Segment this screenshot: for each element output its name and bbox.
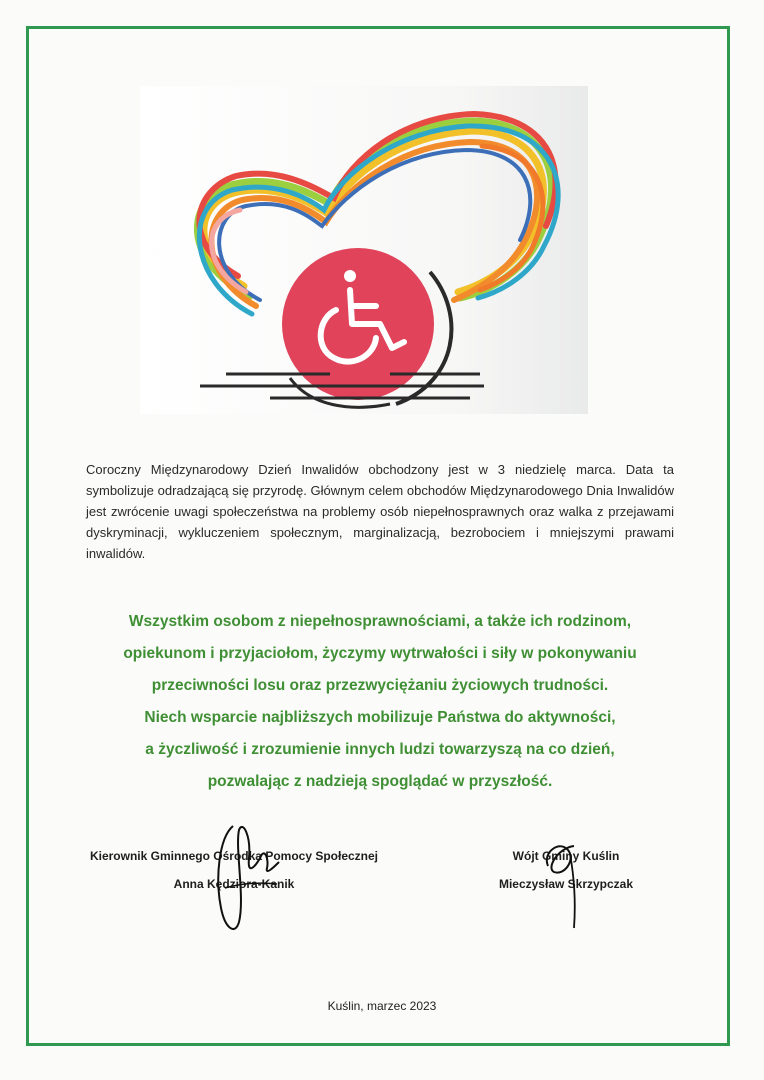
intro-paragraph: Coroczny Międzynarodowy Dzień Inwalidów obchodzony jest w 3 niedzielę marca. Data ta symbolizuje odradzającą się przyrodę. Głównym celem obchodów Międzynarodowego Dnia Inwalidów jest zwrócenie uwagi społeczeństwa na problemy osób niepełnosprawnych oraz walka z przejawami dyskryminacji, wykluczeniem społecznym, marginalizacją, bezrobociem i mniejszymi prawami inwalidów.: [86, 462, 674, 561]
wishes-line: przeciwności losu oraz przezwyciężaniu życiowych trudności.: [151, 677, 609, 694]
signature-name-right: Mieczysław Skrzypczak: [498, 877, 634, 891]
wishes-line: Wszystkim osobom z niepełnosprawnościami, a także ich rodzinom,: [128, 613, 632, 630]
heart-wheelchair-illustration: [140, 86, 588, 414]
wishes-line: Niech wsparcie najbliższych mobilizuje Państwa do aktywności,: [144, 709, 616, 726]
signature-role-left: Kierownik Gminnego Ośrodka Pomocy Społecznej: [89, 849, 379, 863]
handwritten-signature-right-icon: [534, 836, 594, 932]
handwritten-signature-left-icon: [205, 818, 285, 940]
signature-name-left: Anna Kędziora-Kanik: [173, 877, 295, 891]
wishes-line: pozwalając z nadzieją spoglądać w przyszłość.: [207, 773, 553, 790]
wishes-block: [60, 606, 700, 798]
signature-role-right: Wójt Gminy Kuślin: [512, 849, 620, 863]
wishes-line: a życzliwość i zrozumienie innych ludzi towarzyszą na co dzień,: [145, 741, 615, 758]
place-date: Kuślin, marzec 2023: [327, 999, 437, 1013]
wishes-line: opiekunom i przyjaciołom, życzymy wytrwałości i siły w pokonywaniu: [123, 645, 637, 662]
